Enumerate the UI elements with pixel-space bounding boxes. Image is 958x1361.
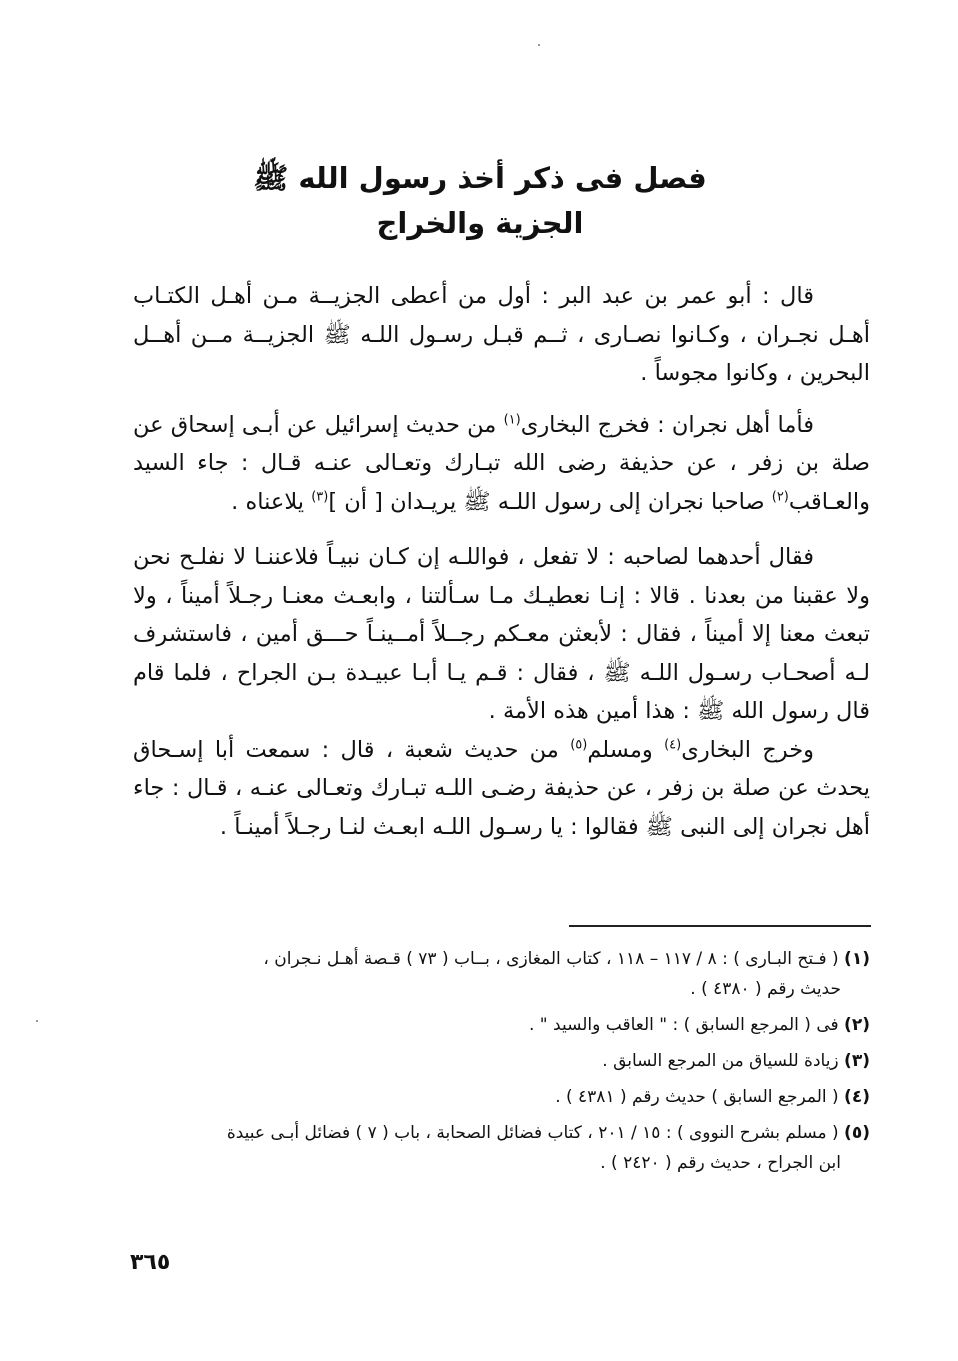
footnote-4 bbox=[133, 1082, 870, 1112]
scan-speck bbox=[538, 44, 540, 46]
paragraph-2-text-d: يلاعناه . bbox=[231, 488, 312, 515]
footnote-number: (١) bbox=[844, 949, 870, 969]
paragraph-2 bbox=[133, 406, 870, 522]
footnote-separator bbox=[569, 925, 871, 927]
footnote-text: فى ( المرجع السابق ) : " العاقب والسيد " . bbox=[529, 1015, 839, 1035]
footnote-text: ( المرجع السابق ) حديث رقم ( ٤٣٨١ ) . bbox=[555, 1087, 839, 1107]
paragraph-2-text-a: فأما أهل نجران : فخرج البخارى bbox=[520, 411, 814, 438]
footnote-continuation: حديث رقم ( ٤٣٨٠ ) . bbox=[690, 979, 841, 999]
footnote-text: زيادة للسياق من المرجع السابق . bbox=[602, 1051, 839, 1071]
footnote-ref-4[interactable]: (٤) bbox=[664, 737, 682, 752]
paragraph-1: قال : أبو عمر بن عبد البر : أول من أعطى الجزيــة مـن أهـل الكتـاب أهـل نجـران ، وكـانوا نصـارى ، ثــم قبـل رسـول اللـه ﷺ الجزيــة مــن أهــل البحرين ، وكانوا مجوساً . bbox=[133, 283, 870, 386]
footnote-ref-3[interactable]: (٣) bbox=[311, 489, 329, 504]
footnotes bbox=[133, 944, 870, 1184]
paragraph-4 bbox=[133, 731, 870, 847]
footnote-number: (٥) bbox=[844, 1123, 870, 1143]
footnote-ref-5[interactable]: (٥) bbox=[570, 737, 588, 752]
footnote-continuation: ابن الجراح ، حديث رقم ( ٢٤٢٠ ) . bbox=[600, 1153, 841, 1173]
scan-speck bbox=[36, 1020, 38, 1022]
chapter-heading-line-2: الجزية والخراج bbox=[376, 206, 584, 240]
footnote-ref-2[interactable]: (٢) bbox=[771, 489, 789, 504]
footnote-number: (٤) bbox=[844, 1087, 870, 1107]
page-number: ٣٦٥ bbox=[130, 1250, 171, 1275]
footnote-text: ( فـتح البـارى ) : ٨ / ١١٧ – ١١٨ ، كتاب المغازى ، بــاب ( ٧٣ ) قـصة أهـل نـجران ، bbox=[263, 949, 839, 969]
chapter-heading-line-1: فصل فى ذكر أخذ رسول الله ﷺ bbox=[253, 161, 707, 195]
paragraph-4-text-c: من حديث شعبة ، قال : سمعت أبا إسـحاق يحدث عن صلة بن زفر ، عن حذيفة رضـى اللـه تبـارك وتعـالى عنـه ، قـال : جاء أهل نجران إلى النبى ﷺ فقالوا : يا رسـول اللـه ابعـث لنـا رجـلاً أمينـاً . bbox=[133, 736, 870, 840]
main-text bbox=[133, 277, 870, 846]
footnote-2 bbox=[133, 1010, 870, 1040]
paragraph-3: فقال أحدهما لصاحبه : لا تفعل ، فواللـه إن كـان نبيـاً فلاعننـا لا نفلـح نحن ولا عقبنا من بعدنا . قالا : إنـا نعطيـك مـا سـألتنا ، وابعـث معنـا رجـلاً أميناً ، ولا تبعث معنا إلا أميناً ، فقال : لأبعثن معـكم رجــلاً أمــينـاً حـــق أمين ، فاستشرف لـه أصحـاب رسـول اللـه ﷺ ، فقال : قـم يـا أبـا عبيـدة بـن الجراح ، فلما قام قال رسول الله ﷺ : هذا أمين هذه الأمة . bbox=[133, 544, 870, 724]
footnote-ref-1[interactable]: (١) bbox=[503, 412, 521, 427]
footnote-number: (٣) bbox=[844, 1051, 870, 1071]
footnote-5 bbox=[133, 1118, 870, 1178]
paragraph-4-text-b: ومسلم bbox=[587, 736, 665, 763]
footnote-number: (٢) bbox=[844, 1015, 870, 1035]
footnote-3 bbox=[133, 1046, 870, 1076]
paragraph-2-text-c: صاحبا نجران إلى رسول اللـه ﷺ يريـدان [ أن ] bbox=[328, 488, 772, 515]
footnote-1 bbox=[133, 944, 870, 1004]
footnote-text: ( مسلم بشرح النووى ) : ١٥ / ٢٠١ ، كتاب فضائل الصحابة ، باب ( ٧ ) فضائل أبـى عبيدة bbox=[226, 1123, 839, 1143]
paragraph-2-text-b: من حديث إسرائيل عن أبـى إسحاق عن صلة بن زفر ، عن حذيفة رضى الله تبـارك وتعـالى عنـه قـال : جاء السيد والعـاقب bbox=[133, 411, 870, 515]
paragraph-4-text-a: وخرج البخارى bbox=[681, 736, 814, 763]
